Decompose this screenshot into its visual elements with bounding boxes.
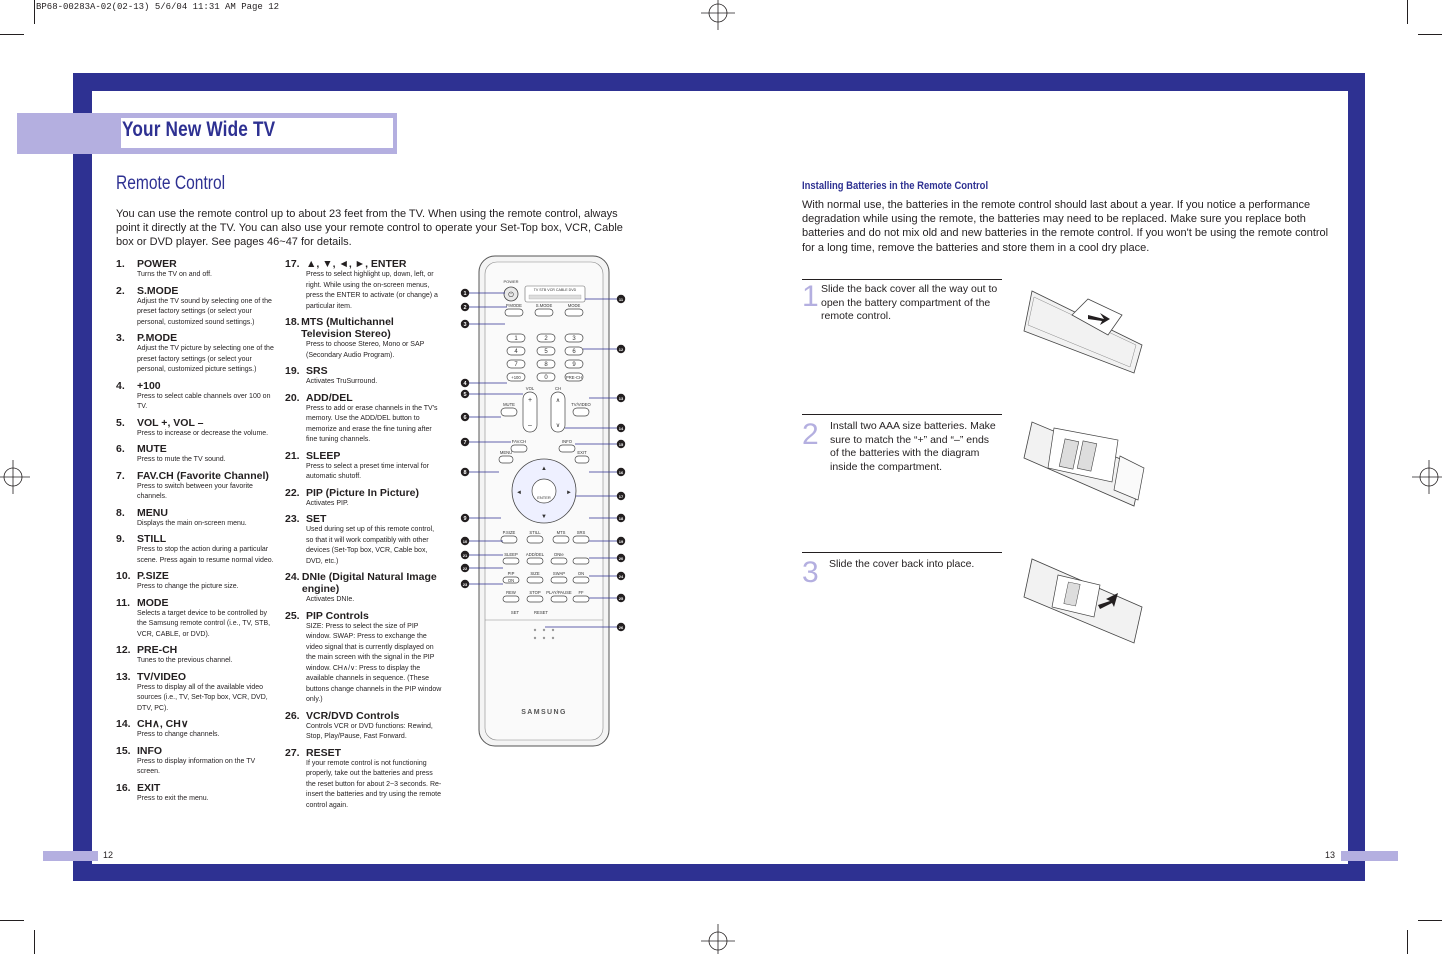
callout-number: 13: [618, 395, 624, 401]
item-title: MUTE: [137, 443, 167, 455]
button-list-item: [116, 470, 276, 503]
item-description: Press to display information on the TV screen.: [137, 757, 256, 775]
callout-number: 18: [618, 515, 624, 521]
item-number: 26.: [285, 709, 300, 722]
step-divider: [802, 414, 1002, 415]
button-list-item: [116, 718, 276, 741]
remote-cover-closing-illustration: [1018, 545, 1148, 645]
crop-mark: [0, 920, 24, 921]
item-number: 8.: [116, 506, 125, 519]
remote-size-label: SIZE: [530, 571, 540, 576]
item-title: CH∧, CH∨: [137, 718, 189, 730]
item-description: Press to stop the action during a particular scene. Press again to resume normal video.: [137, 546, 274, 564]
item-number: 21.: [285, 449, 300, 462]
item-title: PIP (Picture In Picture): [306, 486, 420, 499]
item-number: 1.: [116, 258, 125, 270]
callout-number: 1: [463, 290, 467, 297]
remote-mute-button: [501, 408, 517, 416]
button-list-item: [285, 450, 443, 483]
item-description: Press to switch between your favorite channels.: [137, 482, 253, 500]
item-description: Used during set up of this remote control, so that it will work compatibly with other devices (Set-Top box, VCR, Cable box, DVD, etc.): [306, 526, 435, 565]
item-description: Press to increase or decrease the volume.: [137, 429, 269, 437]
callout-number: 10: [462, 538, 468, 544]
remote-mode-button-label: MODE: [567, 303, 581, 308]
item-description: Press to change channels.: [137, 731, 220, 738]
item-description: Press to choose Stereo, Mono or SAP (Secondary Audio Program).: [306, 341, 425, 359]
button-list-item: [116, 745, 276, 778]
item-title: ▲, ▼, ◄, ►, ENTER: [306, 258, 407, 270]
remote-mute-button-label: MUTE: [503, 402, 515, 407]
item-number: 11.: [116, 596, 131, 609]
item-description: SIZE: Press to select the size of PIP window. SWAP: Press to exchange the video signal that is currently displayed on the main screen with the signal in the PIP window. CH∧/∨: Press to display the available channels in sequence. (These buttons change channels in the PIP window only.): [306, 622, 442, 703]
remote-smode-button-label: S.MODE: [535, 303, 553, 308]
remote-right-arrow: ►: [566, 490, 572, 496]
button-list-item: [116, 782, 276, 805]
item-description: Press to change the picture size.: [137, 583, 239, 590]
callout-number: 5: [463, 391, 467, 398]
item-description: Press to display all of the available video sources (i.e., TV, Set-Top box, VCR, DVD, DTV, PC).: [137, 683, 268, 712]
callout-number: 12: [618, 346, 624, 352]
button-list-item: [285, 258, 443, 312]
section-title: Remote Control: [116, 173, 226, 194]
item-number: 12.: [116, 644, 131, 656]
callout-number: 11: [618, 296, 624, 302]
step-text: Slide the back cover all the way out to open the battery compartment of the remote control.: [821, 283, 998, 322]
item-title: MTS (Multichannel Television Stereo): [301, 316, 394, 340]
item-heading: [116, 644, 276, 656]
callout-number: 3: [463, 321, 467, 328]
svg-text:POWER: POWER: [503, 279, 519, 284]
page-title: Your New Wide TV: [122, 118, 276, 141]
button-list-item: [285, 487, 443, 510]
callout-number: 6: [463, 414, 467, 421]
callout-number: 14: [618, 425, 624, 431]
item-title: MODE: [137, 596, 169, 609]
item-heading: [285, 316, 443, 340]
item-title: RESET: [306, 746, 342, 759]
crop-mark: [1418, 920, 1442, 921]
remote-menu-button: [499, 456, 513, 463]
item-heading: [285, 365, 443, 377]
remote-pmode-button-label: P.MODE: [506, 303, 522, 308]
remote-up-arrow: ▲: [541, 466, 547, 472]
item-title: DNIe (Digital Natural Image engine): [301, 571, 437, 595]
item-title: MENU: [137, 506, 168, 519]
remote-info-button: [559, 445, 575, 452]
item-description: Adjust the TV sound by selecting one of the preset factory settings (or select your personal, customized sound settings.): [137, 297, 272, 326]
item-title: EXIT: [137, 781, 161, 794]
intro-paragraph: You can use the remote control up to about 23 feet from the TV. When using the remote control, always point it directly at the TV. You can also use your remote control to operate your Set-Top box, VCR, Cable box or DVD player. See pages 46~47 for details.: [116, 208, 623, 249]
remote-set-label: SET: [510, 610, 520, 615]
remote-ch-label: CH: [554, 386, 562, 391]
remote-adddel-button: [527, 558, 543, 564]
item-number: 24.: [285, 571, 300, 583]
item-number: 23.: [285, 513, 300, 525]
item-heading: [285, 487, 443, 499]
remote-digit-button-label: 0: [544, 375, 548, 381]
callout-number: 25: [618, 595, 624, 601]
item-title: INFO: [137, 744, 163, 757]
item-title: SET: [306, 513, 327, 525]
item-number: 5.: [116, 416, 125, 429]
remote-back-cover-open-illustration: [1018, 275, 1148, 375]
remote-digit-button-label: 8: [544, 362, 548, 368]
remote-digit-button-label: 7: [514, 362, 518, 368]
crop-mark: [0, 34, 24, 35]
remote-psize-button-label: P.SIZE: [502, 530, 516, 535]
remote-mts-button-label: MTS: [556, 530, 566, 535]
remote-exit-button-label: EXIT: [577, 450, 587, 455]
item-title: SRS: [306, 365, 328, 377]
crop-mark: [34, 0, 35, 24]
remote-digit-button-label: 3: [572, 336, 576, 342]
remote-still-button-label: STILL: [529, 530, 541, 535]
item-number: 2.: [116, 284, 125, 297]
remote-menu-button-label: MENU: [499, 450, 513, 455]
item-number: 15.: [116, 744, 131, 757]
item-title: PIP Controls: [306, 609, 369, 622]
remote-pip-ch-up-button: [573, 558, 589, 564]
item-heading: [285, 258, 443, 270]
item-heading: [116, 470, 276, 482]
item-heading: [285, 710, 443, 722]
step-number: 1: [802, 280, 819, 313]
callout-number: 21: [462, 552, 468, 558]
step-number: 3: [802, 556, 819, 589]
remote-enter-label: ENTER: [537, 495, 551, 500]
item-heading: [285, 392, 443, 404]
item-number: 19.: [285, 365, 300, 377]
item-title: TV/VIDEO: [137, 670, 187, 683]
remote-pip-label: PIP: [507, 571, 515, 576]
button-list-item: [116, 671, 276, 715]
item-description: Press to exit the menu.: [137, 794, 209, 802]
item-heading: [285, 610, 443, 622]
remote-stop-button: [527, 596, 543, 602]
item-description: Activates TruSurround.: [306, 378, 378, 385]
callout-number: 26: [618, 624, 624, 630]
remote-mode-button: [565, 309, 583, 316]
item-description: Press to select highlight up, down, left, or right. While using the on-screen menus, press the ENTER to activate (or change) a particular item.: [306, 271, 438, 310]
remote-ff-label: FF: [578, 590, 584, 595]
remote-still-button: [527, 536, 543, 543]
item-heading: [116, 380, 276, 392]
callout-number: 4: [463, 380, 467, 387]
page-number-bar: [1341, 851, 1398, 861]
remote-vol-label: VOL: [525, 386, 535, 391]
item-description: Tunes to the previous channel.: [137, 657, 233, 664]
button-list-item: [116, 533, 276, 566]
callout-number: 8: [463, 469, 467, 476]
button-list-item: [116, 417, 276, 440]
registration-mark-icon: [701, 0, 735, 30]
button-list-item: [285, 571, 443, 606]
item-heading: [116, 258, 276, 270]
button-list-item: [116, 443, 276, 466]
step-text: Install two AAA size batteries. Make sure to match the “+” and “–” ends of the batteries with the diagram inside the compartment.: [830, 420, 996, 473]
remote-pmode-button: [505, 309, 523, 316]
callout-number: 24: [618, 573, 624, 579]
callout-number: 15: [618, 441, 624, 447]
remote-pip-on-button-label: ON: [507, 578, 515, 583]
callout-number: 2: [463, 304, 467, 311]
item-title: S.MODE: [137, 284, 179, 297]
remote-tvvideo-button-label: TV/VIDEO: [571, 402, 591, 407]
remote-srs-button-label: SRS: [576, 530, 586, 535]
remote-smode-button: [535, 309, 553, 316]
remote-prech-button-label: PRE-CH: [565, 375, 583, 380]
remote-rew-label: REW: [506, 590, 516, 595]
item-number: 6.: [116, 443, 125, 455]
item-heading: [285, 513, 443, 525]
button-list-item: [285, 747, 443, 812]
button-list-item: [116, 285, 276, 329]
item-number: 13.: [116, 670, 131, 683]
item-number: 22.: [285, 486, 300, 499]
page-number-left: 12: [103, 850, 114, 860]
remote-tvvideo-button: [573, 408, 589, 416]
item-heading: [116, 285, 276, 297]
item-heading: [116, 782, 276, 794]
remote-info-button-label: INFO: [561, 439, 573, 444]
button-list-item: [116, 570, 276, 593]
svg-text:⏻: ⏻: [508, 291, 514, 299]
item-description: If your remote control is not functioning properly, take out the batteries and press the reset button for about 2~3 seconds. Re-insert the batteries and try using the remote control again.: [306, 759, 442, 809]
remote-control-illustration: [455, 250, 635, 750]
page-number-bar: [43, 851, 98, 861]
remote-stop-label: STOP: [529, 590, 541, 595]
remote-mts-button: [553, 536, 569, 543]
remote-srs-button: [573, 536, 589, 543]
item-description: Turns the TV on and off.: [137, 271, 212, 278]
crop-mark: [1407, 0, 1408, 24]
crop-mark: [1407, 930, 1408, 954]
crop-mark: [1418, 34, 1442, 35]
batteries-title: Installing Batteries in the Remote Control: [802, 180, 989, 192]
remote-swap-button: [551, 577, 567, 583]
button-list-item: [116, 332, 276, 376]
remote-pip-ch-down-button: [573, 577, 589, 583]
remote-digit-button-label: 9: [572, 362, 576, 368]
remote-favch-button-label: FAV.CH: [511, 439, 527, 444]
remote-reset-label: RESET: [534, 610, 548, 615]
remote-digit-button-label: 1: [514, 336, 518, 342]
item-description: Displays the main on-screen menu.: [137, 519, 247, 527]
remote-exit-button: [575, 456, 589, 463]
button-list-item: [285, 392, 443, 446]
item-description: Press to add or erase channels in the TV's memory. Use the ADD/DEL button to memorize and erase the fine tuning after fine tuning channels.: [306, 404, 438, 443]
item-heading: [116, 671, 276, 683]
button-list-item: [285, 610, 443, 706]
remote-swap-label: SWAP: [552, 571, 566, 576]
button-list-left: [116, 258, 276, 808]
remote-adddel-button-label: ADD/DEL: [525, 552, 545, 557]
callout-number: 22: [462, 565, 468, 571]
callout-number: 19: [618, 538, 624, 544]
button-list-item: [285, 316, 443, 361]
item-title: VOL +, VOL –: [137, 416, 204, 429]
remote-playpause-label: PLAY/PAUSE: [546, 590, 572, 595]
button-list-right: [285, 258, 443, 815]
step-divider: [802, 279, 1002, 280]
step-divider: [802, 552, 1002, 553]
item-number: 27.: [285, 746, 300, 759]
remote-ch-down-label: ∨: [555, 423, 561, 429]
item-title: +100: [137, 379, 161, 392]
item-title: STILL: [137, 533, 167, 545]
item-description: Press to select a preset time interval for automatic shutoff.: [306, 462, 429, 480]
remote-down-arrow: ▼: [541, 514, 547, 520]
registration-mark-icon: [701, 924, 735, 954]
item-title: P.MODE: [137, 332, 178, 344]
item-number: 16.: [116, 781, 131, 794]
item-heading: [116, 570, 276, 582]
item-number: 20.: [285, 391, 300, 404]
remote-plus100-button-label: +100: [511, 375, 521, 380]
remote-sleep-button: [503, 558, 519, 564]
remote-rew-button: [503, 596, 519, 602]
item-heading: [285, 747, 443, 759]
item-heading: [116, 332, 276, 344]
callout-number: 20: [618, 555, 624, 561]
item-number: 7.: [116, 469, 125, 482]
remote-ff-button: [573, 596, 589, 602]
batteries-paragraph: With normal use, the batteries in the remote control should last about a year. If you notice a performance degradation while using the remote, the batteries may need to be replaced. Make sure you replace both batteries and do not mix old and new batteries in the remote control. If you won't be using the remote control for a long time, remove the batteries and store them in a cool dry place.: [802, 199, 1329, 254]
callout-number: 7: [463, 439, 467, 446]
remote-size-button: [527, 577, 543, 583]
remote-sleep-button-label: SLEEP: [504, 552, 518, 557]
remote-vol-minus-label: –: [528, 422, 532, 429]
item-heading: [116, 745, 276, 757]
page-number-right: 13: [1325, 850, 1336, 860]
button-list-item: [116, 380, 276, 413]
remote-left-arrow: ◄: [516, 490, 522, 496]
item-number: 25.: [285, 609, 300, 622]
remote-digit-button-label: 2: [544, 336, 548, 342]
button-list-item: [285, 710, 443, 743]
item-description: Activates DNIe.: [306, 596, 355, 603]
item-heading: [116, 533, 276, 545]
item-title: FAV.CH (Favorite Channel): [137, 469, 269, 482]
item-title: SLEEP: [306, 449, 341, 462]
step-text: Slide the cover back into place.: [829, 558, 975, 570]
item-description: Press to mute the TV sound.: [137, 456, 226, 463]
remote-dnie-button-label: DNIe: [554, 552, 564, 557]
button-list-item: [116, 507, 276, 530]
svg-text:SAMSUNG: SAMSUNG: [521, 709, 567, 716]
remote-batteries-illustration: [1018, 408, 1148, 508]
item-title: ADD/DEL: [306, 391, 353, 404]
item-heading: [116, 443, 276, 455]
callout-number: 23: [462, 581, 468, 587]
item-number: 3.: [116, 332, 125, 344]
svg-text:TV STB VCR CABLE DVD: TV STB VCR CABLE DVD: [533, 288, 577, 292]
remote-digit-button-label: 6: [572, 349, 576, 355]
remote-digit-button-label: 4: [514, 349, 518, 355]
item-heading: [285, 450, 443, 462]
item-number: 9.: [116, 533, 125, 545]
crop-mark: [34, 930, 35, 954]
callout-number: 17: [618, 493, 624, 499]
item-description: Activates PIP.: [306, 499, 349, 507]
remote-playpause-button: [551, 596, 567, 602]
item-heading: [116, 718, 276, 730]
step-number: 2: [802, 418, 819, 451]
remote-digit-button-label: 5: [544, 349, 548, 355]
registration-mark-icon: [0, 460, 30, 494]
button-list-item: [285, 365, 443, 388]
item-number: 4.: [116, 379, 125, 392]
button-list-item: [285, 513, 443, 567]
item-description: Adjust the TV picture by selecting one of the preset factory settings (or select your personal, customized picture settings.): [137, 345, 274, 373]
item-heading: [116, 417, 276, 429]
item-heading: [116, 507, 276, 519]
remote-ch-up-label: ∧: [555, 398, 561, 404]
item-title: P.SIZE: [137, 570, 169, 582]
print-slug: BP68-00283A-02(02-13) 5/6/04 11:31 AM Page 12: [36, 2, 280, 12]
button-list-item: [116, 597, 276, 641]
button-list-item: [116, 644, 276, 667]
registration-mark-icon: [1412, 460, 1442, 494]
remote-control-icon: [455, 250, 635, 750]
item-number: 17.: [285, 258, 300, 270]
item-description: Selects a target device to be controlled by the Samsung remote control (i.e., TV, STB, VCR, CABLE, or DVD).: [137, 609, 271, 638]
callout-number: 9: [463, 515, 467, 522]
item-heading: [116, 597, 276, 609]
item-number: 10.: [116, 570, 131, 582]
remote-on-label: ON: [577, 571, 585, 576]
item-number: 14.: [116, 718, 131, 730]
button-list-item: [116, 258, 276, 281]
callout-number: 16: [618, 469, 624, 475]
item-title: POWER: [137, 258, 177, 270]
remote-psize-button: [501, 536, 517, 543]
remote-vol-plus-label: +: [527, 397, 533, 404]
remote-dnie-button: [551, 558, 567, 564]
item-title: PRE-CH: [137, 644, 178, 656]
item-number: 18.: [285, 316, 300, 328]
remote-favch-button: [511, 445, 527, 452]
item-title: VCR/DVD Controls: [306, 709, 400, 722]
item-description: Press to select cable channels over 100 on TV.: [137, 392, 271, 410]
item-heading: [285, 571, 443, 595]
item-description: Controls VCR or DVD functions: Rewind, Stop, Play/Pause, Fast Forward.: [306, 722, 433, 740]
